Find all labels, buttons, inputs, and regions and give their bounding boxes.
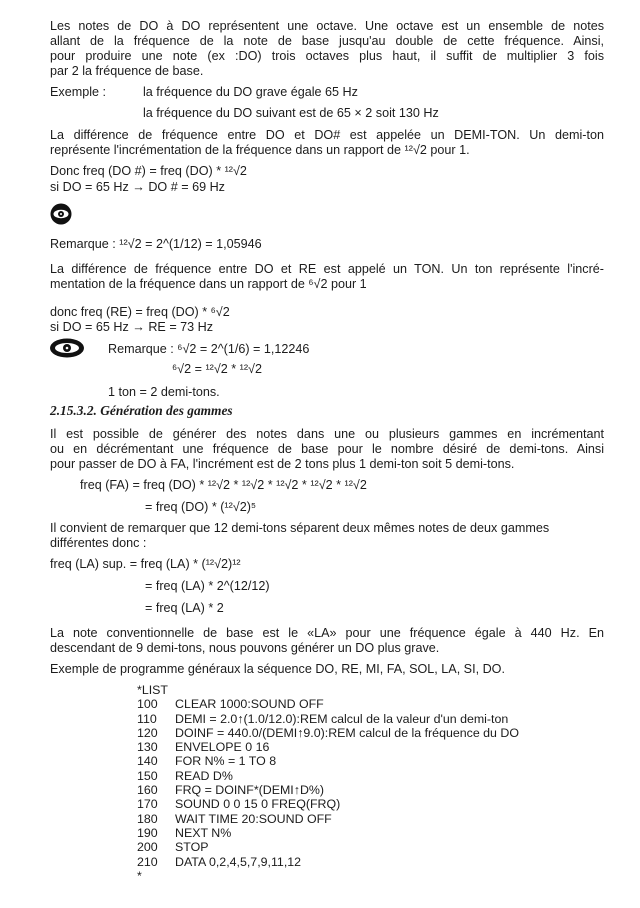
code-line-number: 150 xyxy=(137,768,158,783)
code-line-text: NEXT N% xyxy=(175,825,232,840)
code-line xyxy=(137,812,519,826)
code-line-number: 200 xyxy=(137,840,158,855)
demiton-line-2: représente l'incrémentation de la fréquence dans un rapport de ¹²√2 pour 1. xyxy=(50,143,470,157)
gammes-line-1: Il convient de remarquer que 12 demi-tons séparent deux mêmes notes de deux gammes xyxy=(50,521,550,535)
fa-line-2: = freq (DO) * (¹²√2)⁵ xyxy=(145,500,257,514)
code-line-text: DOINF = 440.0/(DEMI↑9.0):REM calcul de la fréquence du DO xyxy=(175,725,519,740)
ton-equals: 1 ton = 2 demi-tons. xyxy=(108,385,220,399)
code-line-number: 210 xyxy=(137,854,158,869)
intro-line-3: pour produire une note (ex :DO) trois octaves plus haut, il suffit de multiplier 3 fois xyxy=(50,49,604,63)
code-line-text: FRQ = DOINF*(DEMI↑D%) xyxy=(175,783,325,798)
eye-icon xyxy=(50,203,72,225)
remarque-2-line-2: ⁶√2 = ¹²√2 * ¹²√2 xyxy=(172,362,262,376)
la-para-line-2: descendant de 9 demi-tons, nous pouvons générer un DO plus grave. xyxy=(50,641,440,655)
demiton-line-1: La différence de fréquence entre DO et DO# est appelée un DEMI-TON. Un demi-ton xyxy=(50,128,604,142)
code-line-text: DEMI = 2.0↑(1.0/12.0):REM calcul de la valeur d'un demi-ton xyxy=(175,711,509,726)
remarque-2: Remarque : ⁶√2 = 2^(1/6) = 1,12246 xyxy=(108,342,310,356)
ton-line-1: La différence de fréquence entre DO et RE est appelé un TON. Un ton représente l'incré- xyxy=(50,262,604,276)
code-line-number: 190 xyxy=(137,825,158,840)
donc-freq-do-sharp: Donc freq (DO #) = freq (DO) * ¹²√2 xyxy=(50,164,247,178)
la-line-3: = freq (LA) * 2 xyxy=(145,601,224,615)
code-line xyxy=(137,697,519,711)
code-line xyxy=(137,726,519,740)
code-line-text: FOR N% = 1 TO 8 xyxy=(175,754,277,769)
code-line-number: 120 xyxy=(137,725,158,740)
la-line-1: freq (LA) sup. = freq (LA) * (¹²√2)¹² xyxy=(50,557,241,571)
la-para-line-1: La note conventionnelle de base est le «LA» pour une fréquence égale à 440 Hz. En xyxy=(50,626,604,640)
code-line-text: CLEAR 1000:SOUND OFF xyxy=(175,697,324,712)
code-listing xyxy=(137,683,519,883)
si-do-2: si DO = 65 Hz → RE = 73 Hz xyxy=(50,320,214,334)
la-line-2: = freq (LA) * 2^(12/12) xyxy=(145,579,270,593)
code-line-number: 130 xyxy=(137,740,158,755)
intro-line-4: par 2 la fréquence de base. xyxy=(50,64,204,78)
eye-icon xyxy=(49,338,85,358)
remarque-1: Remarque : ¹²√2 = 2^(1/12) = 1,05946 xyxy=(50,237,262,251)
code-line-number: 110 xyxy=(137,711,157,726)
donc-freq-re: donc freq (RE) = freq (DO) * ⁶√2 xyxy=(50,305,230,319)
code-start: *LIST xyxy=(137,683,168,697)
code-line-text: ENVELOPE 0 16 xyxy=(175,740,270,755)
code-line-number: 140 xyxy=(137,754,158,769)
code-line-number: 100 xyxy=(137,697,158,712)
gen-line-1: Il est possible de générer des notes dans une ou plusieurs gammes en incrémentant xyxy=(50,427,604,441)
code-line xyxy=(137,826,519,840)
code-line xyxy=(137,712,519,726)
code-line xyxy=(137,740,519,754)
intro-line-2: allant de la fréquence de la note de base jusqu'au double de cette fréquence. Ainsi, xyxy=(50,34,604,48)
code-line-text: READ D% xyxy=(175,768,233,783)
code-line-text: WAIT TIME 20:SOUND OFF xyxy=(175,811,332,826)
code-line-number: 170 xyxy=(137,797,158,812)
gen-line-2: ou en décrémentant une fréquence de base pour le nombre désiré de demi-tons. Ainsi xyxy=(50,442,604,456)
code-line-number: 180 xyxy=(137,811,158,826)
ton-line-2: mentation de la fréquence dans un rapport de ⁶√2 pour 1 xyxy=(50,277,367,291)
section-heading: 2.15.3.2. Génération des gammes xyxy=(50,403,233,418)
example-line-2: la fréquence du DO suivant est de 65 × 2 soit 130 Hz xyxy=(143,106,439,120)
si-do-1: si DO = 65 Hz → DO # = 69 Hz xyxy=(50,180,225,194)
code-line-number: 160 xyxy=(137,783,158,798)
code-line-text: SOUND 0 0 15 0 FREQ(FRQ) xyxy=(175,797,341,812)
code-line-text: DATA 0,2,4,5,7,9,11,12 xyxy=(175,854,302,869)
code-line-text: STOP xyxy=(175,840,209,855)
intro-line-1: Les notes de DO à DO représentent une octave. Une octave est un ensemble de notes xyxy=(50,19,604,33)
code-line xyxy=(137,769,519,783)
fa-line-1: freq (FA) = freq (DO) * ¹²√2 * ¹²√2 * ¹²√2 * ¹²√2 * ¹²√2 xyxy=(80,478,367,492)
example-line-1: la fréquence du DO grave égale 65 Hz xyxy=(143,85,358,99)
gen-line-3: pour passer de DO à FA, l'incrément est de 2 tons plus 1 demi-ton soit 5 demi-tons. xyxy=(50,457,515,471)
code-line xyxy=(137,797,519,811)
gammes-line-2: différentes donc : xyxy=(50,536,147,550)
code-line xyxy=(137,783,519,797)
code-line xyxy=(137,754,519,768)
example-label: Exemple : xyxy=(50,85,106,99)
example-program-caption: Exemple de programme généraux la séquence DO, RE, MI, FA, SOL, LA, SI, DO. xyxy=(50,662,505,676)
code-end: * xyxy=(137,868,142,883)
code-line xyxy=(137,840,519,854)
code-line xyxy=(137,855,519,869)
